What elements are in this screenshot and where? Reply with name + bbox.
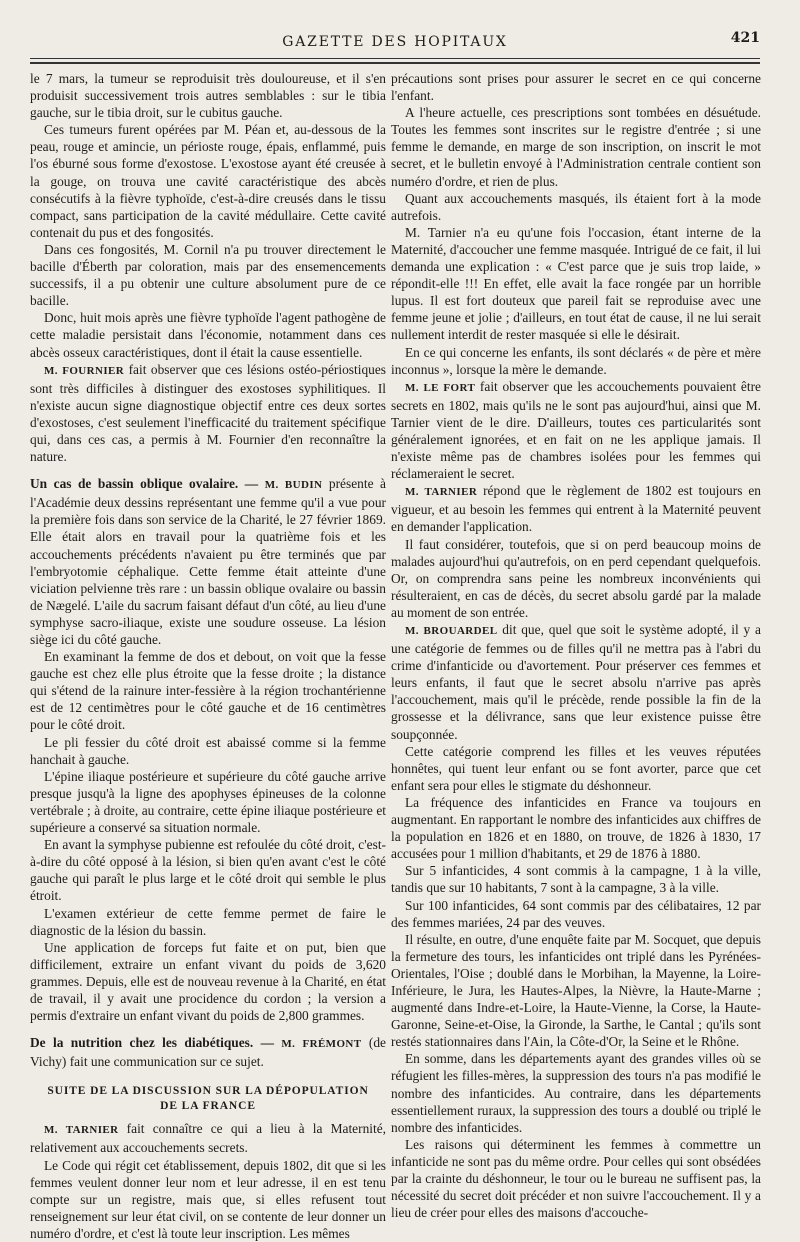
- paragraph: précautions sont prises pour assurer le secret en ce qui concerne l'enfant.: [391, 71, 761, 104]
- paragraph: [30, 1120, 386, 1156]
- paragraph: Dans ces fongosités, M. Cornil n'a pu trouver directement le bacille d'Éberth par coloration, mais par des ensemencements successifs, il a pu obtenir une culture absolument pure de ce bacille.: [30, 241, 386, 309]
- paragraph: Quant aux accouchements masqués, ils étaient fort à la mode autrefois.: [391, 190, 761, 223]
- speaker-name: M. TARNIER: [405, 486, 478, 499]
- speaker-name: M. TARNIER: [44, 1124, 119, 1137]
- journal-title: GAZETTE DES HOPITAUX: [282, 34, 508, 50]
- paragraph: [391, 482, 761, 535]
- paragraph-text: fait connaître ce qui a lieu à la Maternité, relativement aux accouchements secrets.: [30, 1121, 386, 1156]
- paragraph: [391, 621, 761, 743]
- paragraph: Il faut considérer, toutefois, que si on perd beaucoup moins de malades aujourd'hui qu'autrefois, on en perd cependant quelquefois. Or, on comprendra sans peine les nombreux inconvénients qui résulteraient, en cas de décès, du secret absolu gardé par la malade au moment de son entrée.: [391, 536, 761, 620]
- paragraph-text: dit que, quel que soit le système adopté, il y a une catégorie de femmes ou de filles qu'il ne mettra pas à l'abri du crime d'infanticide ou d'avortement. Pour préserver ces femmes et leurs enfants, il faut que le secret absolu n'arrive pas après l'accouchement, mais qu'il le précède, rende possible la fin de la grossesse et la délivrance, sans que leur existence puisse être soupçonnée.: [391, 622, 761, 742]
- paragraph: Sur 5 infanticides, 4 sont commis à la campagne, 1 à la ville, tandis que sur 10 habitants, 7 sont à la campagne, 3 à la ville.: [391, 863, 761, 896]
- right-column: [391, 70, 761, 1221]
- paragraph: L'examen extérieur de cette femme permet de faire le diagnostic de la lésion du bassin.: [30, 905, 386, 938]
- left-column: [30, 70, 386, 1242]
- paragraph: Le pli fessier du côté droit est abaissé comme si la femme hanchait à gauche.: [30, 734, 386, 767]
- article-title: De la nutrition chez les diabétiques. —: [30, 1035, 282, 1051]
- paragraph-text: fait observer que ces lésions ostéo-périostiques sont très difficiles à distinguer des exostoses syphilitiques. Il n'existe aucun signe diagnostique objectif entre ces deux sortes d'exostoses, c'est seulement l'inefficacité du traitement spécifique qui, dans ces cas, a permis à M. Fournier d'en reconnaître la nature.: [30, 361, 386, 465]
- paragraph: [391, 378, 761, 483]
- paragraph-text: présente à l'Académie deux dessins représentant une femme qu'il a vue pour la première fois dans son service de la Charité, le 27 février 1869. Elle était alors en travail pour la quatrième fois et les accouchements précédents n'avaient pu être terminés que par l'embryotomie céphalique. Cette femme était atteinte d'une viciation pelvienne très rare : un bassin oblique ovalaire ou bassin de Nægelé. L'aile du sacrum faisant défaut d'un côté, au lieu d'une symphyse sacro-iliaque, existe une soudure osseuse. La lésion siège ici du côté gauche.: [30, 476, 386, 647]
- header-rule: [30, 58, 760, 59]
- paragraph: Les raisons qui déterminent les femmes à commettre un infanticide ne sont pas du même ordre. Pour celles qui sont obsédées par la crainte du déshonneur, le tour ou le bureau ne suffisent pas, la nécessité du secret doit précéder et non suivre l'accouchement. Il y a lieu de créer pour elles des maisons d'accouche-: [391, 1136, 761, 1221]
- section-heading-line: SUITE DE LA DISCUSSION SUR LA DÉPOPULATION: [47, 1085, 369, 1098]
- article-heading: [30, 475, 386, 648]
- paragraph: Une application de forceps fut faite et on put, bien que difficilement, extraire un enfant vivant du poids de 3,620 grammes. Depuis, elle est de nouveau revenue à la Charité, en état de travail, il y avait une procidence du cordon ; la version a permis d'extraire un enfant vivant du poids de 2,800 grammes.: [30, 939, 386, 1024]
- paragraph: A l'heure actuelle, ces prescriptions sont tombées en désuétude. Toutes les femmes sont inscrites sur le registre d'entrée ; si une femme le demande, en marge de son inscription, on inscrit le mot secret, et le bulletin envoyé à l'Administration centrale contient son numéro d'ordre, et rien de plus.: [391, 105, 761, 189]
- speaker-name: M. BUDIN: [264, 479, 323, 492]
- header-rule-thick: [30, 62, 760, 64]
- article-heading: [30, 1034, 386, 1070]
- paragraph: En somme, dans les départements ayant des grandes villes où se réfugient les filles-mères, la suppression des tours n'a pas modifié le nombre des infanticides. Au contraire, dans les départements essentiellement ruraux, la suppression des tours a doublé ou triplé le nombre des infanticides.: [391, 1051, 761, 1135]
- speaker-name: M. BROUARDEL: [405, 625, 498, 637]
- paragraph-text: (de Vichy) fait une communication sur ce sujet.: [30, 1035, 386, 1070]
- paragraph: [30, 361, 386, 466]
- paragraph: Donc, huit mois après une fièvre typhoïde l'agent pathogène de cette maladie persistait dans l'économie, notamment dans ces abcès osseux caractéristiques, dont il était la cause essentielle.: [30, 310, 386, 360]
- paragraph: En avant la symphyse pubienne est refoulée du côté droit, c'est-à-dire du côté opposé à la lésion, si bien qu'en avant c'est le côté gauche qui paraît le plus large et le côté droit qui semble le plus étroit.: [30, 837, 386, 904]
- paragraph-text: répond que le règlement de 1802 est toujours en vigueur, et au besoin les femmes qui entrent à la Maternité peuvent en demander l'application.: [391, 483, 761, 535]
- paragraph: En ce qui concerne les enfants, ils sont déclarés « de père et mère inconnus », lorsque la mère le demande.: [391, 344, 761, 377]
- paragraph: Cette catégorie comprend les filles et les veuves réputées honnêtes, qui tuent leur enfant ou se font avorter, parce que cet enfant sera pour elles le stigmate du déshonneur.: [391, 743, 761, 793]
- paragraph: le 7 mars, la tumeur se reproduisit très douloureuse, et il s'en produisit successivement trois autres semblables : sur le tibia gauche, sur le tibia droit, sur le cubitus gauche.: [30, 71, 386, 121]
- paragraph: Ces tumeurs furent opérées par M. Péan et, au-dessous de la peau, rouge et amincie, un périoste rouge, épais, enflammé, puis l'os éburné sous forme d'exostose. L'exostose ayant été creusée à la gouge, on trouva une cavité caractéristique des abcès consécutifs à la fièvre typhoïde, c'est-à-dire creusés dans le tissu compact, sans participation de la cavité médullaire. Cette cavité contenait du pus et des fongosités.: [30, 122, 386, 240]
- paragraph: Il résulte, en outre, d'une enquête faite par M. Socquet, que depuis la fermeture des tours, les infanticides ont triplé dans les Pyrénées-Orientales, l'Oise ; doublé dans le Morbihan, la Mayenne, la Loire-Inférieure, le Jura, les Hautes-Alpes, la Nièvre, la Haute-Marne ; augmenté dans Indre-et-Loire, la Haute-Vienne, la Corse, la Haute-Garonne, Seine-et-Oise, la Gironde, la Sarthe, le Cantal ; qu'ils sont restés stationnaires dans l'Ain, la Côte-d'Or, la Seine et le Rhône.: [391, 931, 761, 1050]
- paragraph-text: fait observer que les accouchements pouvaient être secrets en 1802, mais qu'ils ne le sont pas aujourd'hui, ainsi que M. Tarnier vient de le dire. D'ailleurs, toutes ces particularités sont généralement ignorées, et en fait on ne les applique jamais. Il n'existe même pas de chambres isolées pour les femmes qui réclameraient le secret.: [391, 378, 761, 482]
- speaker-name: M. LE FORT: [405, 381, 476, 394]
- page-number: 421: [730, 30, 760, 46]
- paragraph: Sur 100 infanticides, 64 sont commis par des célibataires, 12 par des femmes mariées, 24 par des veuves.: [391, 897, 761, 930]
- speaker-name: M. FRÉMONT: [281, 1038, 362, 1051]
- section-heading-line: DE LA FRANCE: [160, 1100, 256, 1113]
- paragraph: La fréquence des infanticides en France va toujours en augmentant. En rapportant le nombre des infanticides aux chiffres de la population en 1826 et en 1880, on trouve, de 1826 à 1830, 17 accusées pour 1 million d'habitants, et 29 de 1876 à 1880.: [391, 794, 761, 862]
- section-heading: [30, 1084, 386, 1114]
- article-title: Un cas de bassin oblique ovalaire. —: [30, 476, 265, 492]
- paragraph: Le Code qui régit cet établissement, depuis 1802, dit que si les femmes veulent donner leur nom et leur adresse, il en est tenu compte sur un registre, mais que, si elles refusent tout renseignement sur leur état civil, on se contente de leur donner un numéro d'ordre, et c'est là toute leur inscription. Les mêmes: [30, 1157, 386, 1241]
- speaker-name: M. FOURNIER: [44, 364, 125, 377]
- paragraph: M. Tarnier n'a eu qu'une fois l'occasion, étant interne de la Maternité, d'accoucher une femme masquée. Intrigué de ce fait, il lui demanda une explication : « C'est parce que je suis trop laide, » répondit-elle !!! En effet, elle avait la face rongée par un horrible lupus. Il est fort douteux que pareil fait se reproduise avec une femme jeune et jolie ; d'ailleurs, en tout état de cause, il ne lui serait nullement interdit de rester masquée si elle le désirait.: [391, 224, 761, 343]
- paragraph: L'épine iliaque postérieure et supérieure du côté gauche arrive presque jusqu'à la ligne des apophyses épineuses de la colonne vertébrale ; à droite, au contraire, cette épine iliaque postérieure et supérieure a conservé sa situation normale.: [30, 768, 386, 836]
- paragraph: En examinant la femme de dos et debout, on voit que la fesse gauche est chez elle plus étroite que la fesse droite ; la distance qui s'étend de la rainure inter-fessière à la région trochantérienne est de 12 centimètres pour le côté gauche et de 16 centimètres pour le côté droit.: [30, 649, 386, 733]
